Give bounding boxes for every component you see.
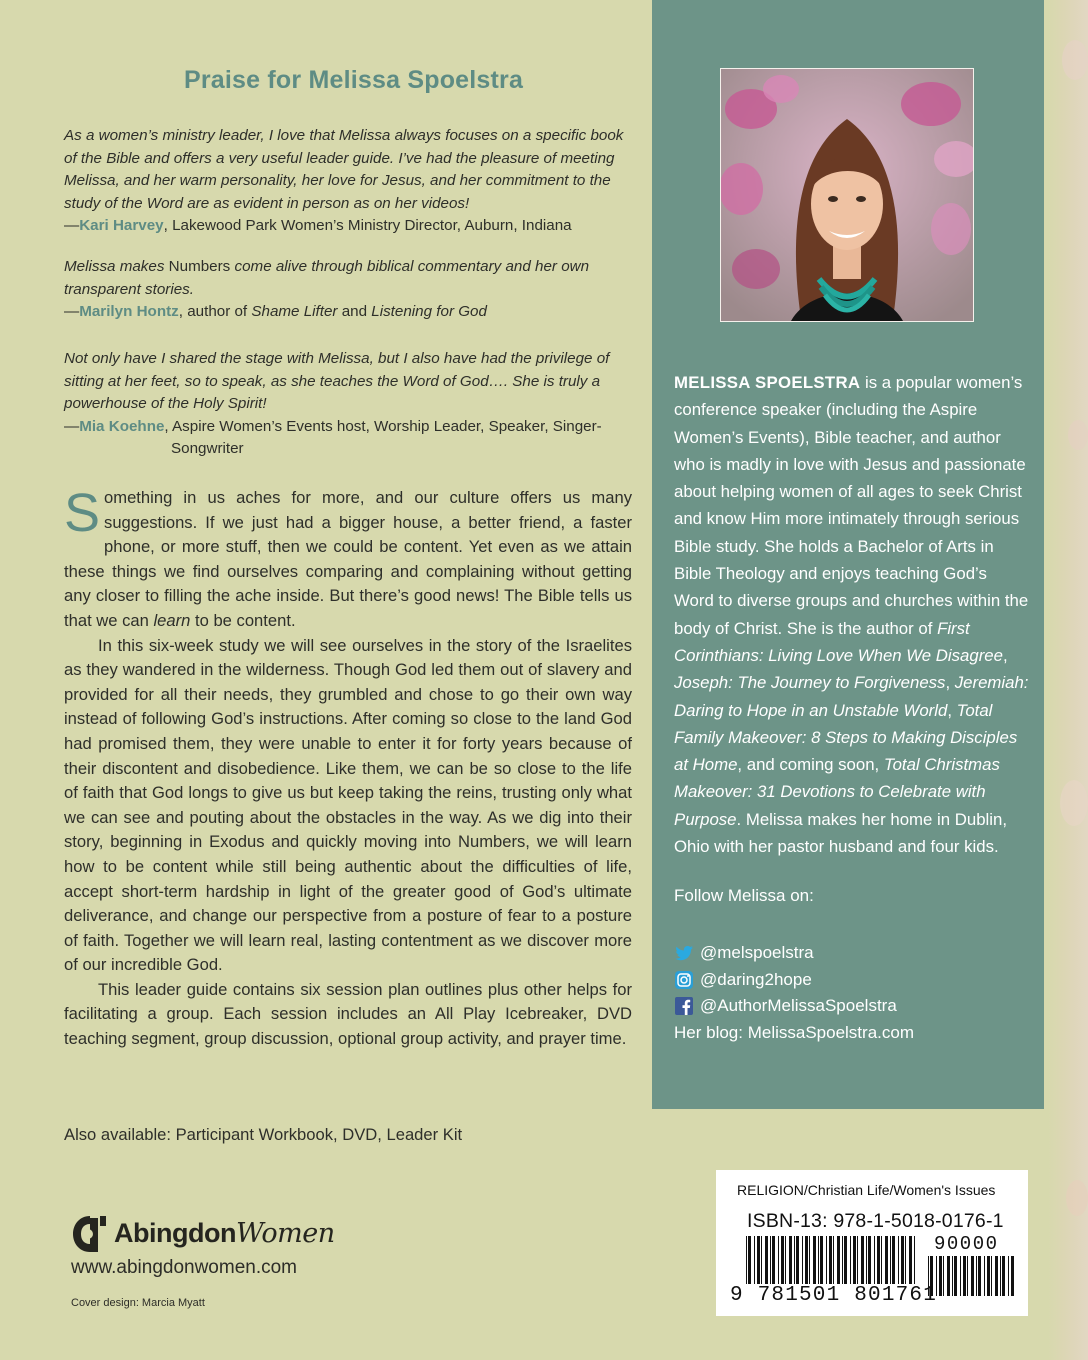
- barcode-bar: [868, 1236, 871, 1284]
- follow-label: Follow Melissa on:: [674, 886, 814, 905]
- bio-text: is a popular women’s conference speaker (including the Aspire Women’s Events), Bible teacher, and author who is madly in love with Jesus and passionate about helping women of all ages to seek Christ and know Him more intimately through serious Bible study. She holds a Bachelor of Arts in Bible Theology and enjoys teaching God’s Word to diverse groups and churches within the body of Christ. She is the author of: [674, 373, 1029, 638]
- publisher-name: [114, 1218, 335, 1249]
- barcode-bar: [866, 1236, 867, 1284]
- barcode-bar: [785, 1236, 786, 1284]
- bio-text: , and coming soon,: [737, 755, 884, 775]
- barcode-bar: [857, 1236, 858, 1284]
- social-links: [674, 940, 914, 1046]
- bio-text: ,: [947, 700, 957, 720]
- barcode-bar: [976, 1256, 977, 1296]
- quote-attribution: [64, 416, 624, 461]
- barcode-bar: [809, 1236, 810, 1284]
- barcode-bar: [892, 1236, 895, 1284]
- barcode-bar: [796, 1236, 799, 1284]
- barcode-bar: [853, 1236, 856, 1284]
- barcode-bar: [877, 1236, 880, 1284]
- barcode-bar: [971, 1256, 974, 1296]
- quote-author-name: Marilyn Hontz: [79, 303, 179, 321]
- cover-edge-decoration: [1048, 0, 1088, 1360]
- barcode-bar: [844, 1236, 847, 1284]
- paragraph-text: to be content.: [190, 610, 296, 630]
- barcode-bar: [914, 1236, 915, 1284]
- barcode-bar: [794, 1236, 795, 1284]
- barcode-bar: [770, 1236, 771, 1284]
- barcode-bar: [746, 1236, 747, 1284]
- barcode-bar: [802, 1236, 803, 1284]
- paragraph-text: omething in us aches for more, and our culture offers us many suggestions. If we just had a bigger house, a better friend, a faster phone, or more stuff, then we could be content. Yet even as we attain these things we find ourselves comparing and complaining without getting any closer to filling the ache inside. But there’s good news! The Bible tells us that we can: [64, 488, 632, 630]
- barcode-bar: [960, 1256, 961, 1296]
- barcode-bar: [1008, 1256, 1009, 1296]
- quote-author-role: and: [337, 303, 372, 321]
- barcode-bar: [967, 1256, 968, 1296]
- barcode-bar: [991, 1256, 992, 1296]
- quote-text-part: Melissa makes: [64, 258, 169, 275]
- quote-text-part: come alive through biblical commentary and her own transparent stories.: [64, 258, 590, 298]
- instagram-handle: @daring2hope: [700, 969, 812, 989]
- quote-text: [64, 256, 624, 301]
- barcode-bar: [850, 1236, 851, 1284]
- bio-text: ,: [945, 673, 955, 693]
- quote-attribution: [64, 301, 624, 324]
- praise-quote: [64, 348, 624, 461]
- book-title: Joseph: The Journey to Forgiveness: [674, 673, 946, 693]
- publisher-url[interactable]: www.abingdonwomen.com: [71, 1257, 298, 1278]
- author-portrait-illustration: [721, 69, 973, 321]
- description-paragraph: In this six-week study we will see ourselves in the story of the Israelites as they wandered in the wilderness. Though God led them out of slavery and provided for all their needs, they grumbled and chose to go their own way instead of following God’s instructions. After coming so close to the land God had promised them, they were unable to enter it for forty years because of their discontent and disobedience. Like them, we can be so close to the life of faith that God longs to give us but keep taking the reins, trusting only what we can see and pouting about the obstacles in the way. As we dig into their story, beginning in Exodus and quickly moving into Numbers, we will learn how to be content while still being authentic about the difficulties of life, accept short-term hardship in light of the greater good of God’s ultimate deliverance, and change our perspective from a posture of fear to a posture of faith. Together we will learn real, lasting contentment as we discover more of our incredible God.: [64, 635, 632, 975]
- quote-author-name: Kari Harvey: [79, 217, 164, 235]
- facebook-icon: [674, 996, 694, 1016]
- praise-quote: [64, 256, 624, 324]
- dash: —: [64, 303, 80, 321]
- barcode-bar: [952, 1256, 953, 1296]
- barcode-bar: [861, 1236, 864, 1284]
- barcode-bar: [1002, 1256, 1005, 1296]
- quote-author-role: , Lakewood Park Women’s Ministry Director, Auburn, Indiana: [163, 217, 572, 235]
- abingdon-logo-icon: [70, 1214, 110, 1254]
- barcode-digits: 9 781501 801761: [730, 1284, 938, 1307]
- barcode-bar: [781, 1236, 784, 1284]
- bisac-category: RELIGION/Christian Life/Women's Issues: [737, 1182, 996, 1198]
- barcode-bar: [939, 1256, 942, 1296]
- instagram-link[interactable]: [674, 967, 914, 994]
- author-bio: [674, 369, 1030, 860]
- blog-link[interactable]: [674, 1020, 914, 1047]
- barcode-bar: [898, 1236, 899, 1284]
- twitter-link[interactable]: [674, 940, 914, 967]
- barcode-bar: [984, 1256, 985, 1296]
- barcode-bar: [765, 1236, 768, 1284]
- barcode-bar: [837, 1236, 840, 1284]
- book-title: Numbers: [168, 258, 231, 275]
- barcode-bar: [829, 1236, 832, 1284]
- barcode-bar: [943, 1256, 944, 1296]
- description: [64, 483, 632, 1052]
- barcode-bar: [978, 1256, 981, 1296]
- barcode-bar: [818, 1236, 819, 1284]
- book-title: First Corinthians: Living Love When We Disagree: [674, 618, 1003, 665]
- barcode-bar: [761, 1236, 762, 1284]
- barcode-bar: [901, 1236, 904, 1284]
- barcode-bar: [820, 1236, 823, 1284]
- publisher-name-main: Abingdon: [114, 1218, 236, 1248]
- quote-attribution: [64, 215, 624, 238]
- facebook-link[interactable]: [674, 993, 914, 1020]
- barcode-bar: [748, 1236, 751, 1284]
- barcode-bar: [995, 1256, 998, 1296]
- publisher-logo: [70, 1214, 350, 1254]
- emphasis: learn: [153, 610, 191, 630]
- description-paragraph: [64, 483, 632, 634]
- praise-quote: [64, 125, 624, 238]
- blog-url: Her blog: MelissaSpoelstra.com: [674, 1022, 914, 1042]
- barcode-bar: [987, 1256, 990, 1296]
- barcode-addon-digits: 90000: [934, 1233, 999, 1255]
- barcode-bar: [1000, 1256, 1001, 1296]
- barcode-bar: [909, 1236, 912, 1284]
- author-photo: [720, 68, 974, 322]
- barcode-bar: [833, 1236, 834, 1284]
- dash: —: [64, 417, 80, 435]
- dash: —: [64, 217, 80, 235]
- book-title: Total Family Makeover: 8 Steps to Making Disciples at Home: [674, 700, 1018, 775]
- barcode-bar: [947, 1256, 950, 1296]
- barcode-bar: [963, 1256, 966, 1296]
- barcode-bar: [754, 1236, 755, 1284]
- description-paragraph: This leader guide contains six session plan outlines plus other helps for facilitating a group. Each session includes an All Play Icebreaker, DVD teaching segment, group discussion, optional group activity, and prayer time.: [64, 979, 632, 1049]
- book-title: Jeremiah: Daring to Hope in an Unstable World: [674, 673, 1029, 720]
- barcode-bar: [826, 1236, 827, 1284]
- book-title: Listening for God: [371, 303, 487, 321]
- barcode-bar: [842, 1236, 843, 1284]
- barcode-bar: [772, 1236, 775, 1284]
- barcode-bar: [805, 1236, 808, 1284]
- barcode-bar: [885, 1236, 888, 1284]
- barcode-bar: [905, 1236, 906, 1284]
- barcode-bar: [778, 1236, 779, 1284]
- cover-design-credit: Cover design: Marcia Myatt: [71, 1297, 205, 1309]
- drop-cap: S: [64, 483, 101, 543]
- barcode-bar: [1011, 1256, 1014, 1296]
- also-available: Also available: Participant Workbook, DVD, Leader Kit: [64, 1125, 463, 1144]
- twitter-icon: [674, 943, 694, 963]
- quote-author-role: , author of: [178, 303, 252, 321]
- barcode-bar: [874, 1236, 875, 1284]
- twitter-handle: @melspoelstra: [700, 943, 814, 962]
- barcode-box: [716, 1170, 1028, 1316]
- quote-text: As a women’s ministry leader, I love that Melissa always focuses on a specific book of the Bible and offers a very useful leader guide. I’ve had the pleasure of meeting Melissa, and her warm personality, her love for Jesus, and her commitment to the study of the Word are as evident in person as on her videos!: [64, 127, 624, 212]
- bio-text: ,: [1002, 645, 1008, 665]
- barcode-bar: [789, 1236, 792, 1284]
- barcode-bar: [813, 1236, 816, 1284]
- author-name: MELISSA SPOELSTRA: [674, 373, 861, 392]
- barcode-bar: [954, 1256, 957, 1296]
- bio-text: . Melissa makes her home in Dublin, Ohio with her pastor husband and four kids.: [674, 809, 1007, 857]
- quote-author-role: , Aspire Women’s Events host, Worship Leader, Speaker, Singer-Songwriter: [164, 417, 602, 458]
- facebook-handle: @AuthorMelissaSpoelstra: [700, 996, 897, 1015]
- instagram-icon: [674, 970, 694, 990]
- quote-text: Not only have I shared the stage with Melissa, but I also have had the privilege of sitting at her feet, so to speak, as she teaches the Word of God…. She is truly a powerhouse of the Holy Spirit!: [64, 350, 610, 413]
- barcode-bar: [881, 1236, 882, 1284]
- book-title: Total Christmas Makeover: 31 Devotions to Celebrate with Purpose: [674, 755, 1000, 829]
- barcode-bar: [890, 1236, 891, 1284]
- praise-heading: Praise for Melissa Spoelstra: [184, 66, 524, 94]
- isbn-number: ISBN-13: 978-1-5018-0176-1: [747, 1210, 1004, 1232]
- book-title: Shame Lifter: [251, 303, 338, 321]
- barcode-bar: [757, 1236, 760, 1284]
- publisher-name-script: Women: [235, 1218, 335, 1249]
- quote-author-name: Mia Koehne: [79, 417, 165, 435]
